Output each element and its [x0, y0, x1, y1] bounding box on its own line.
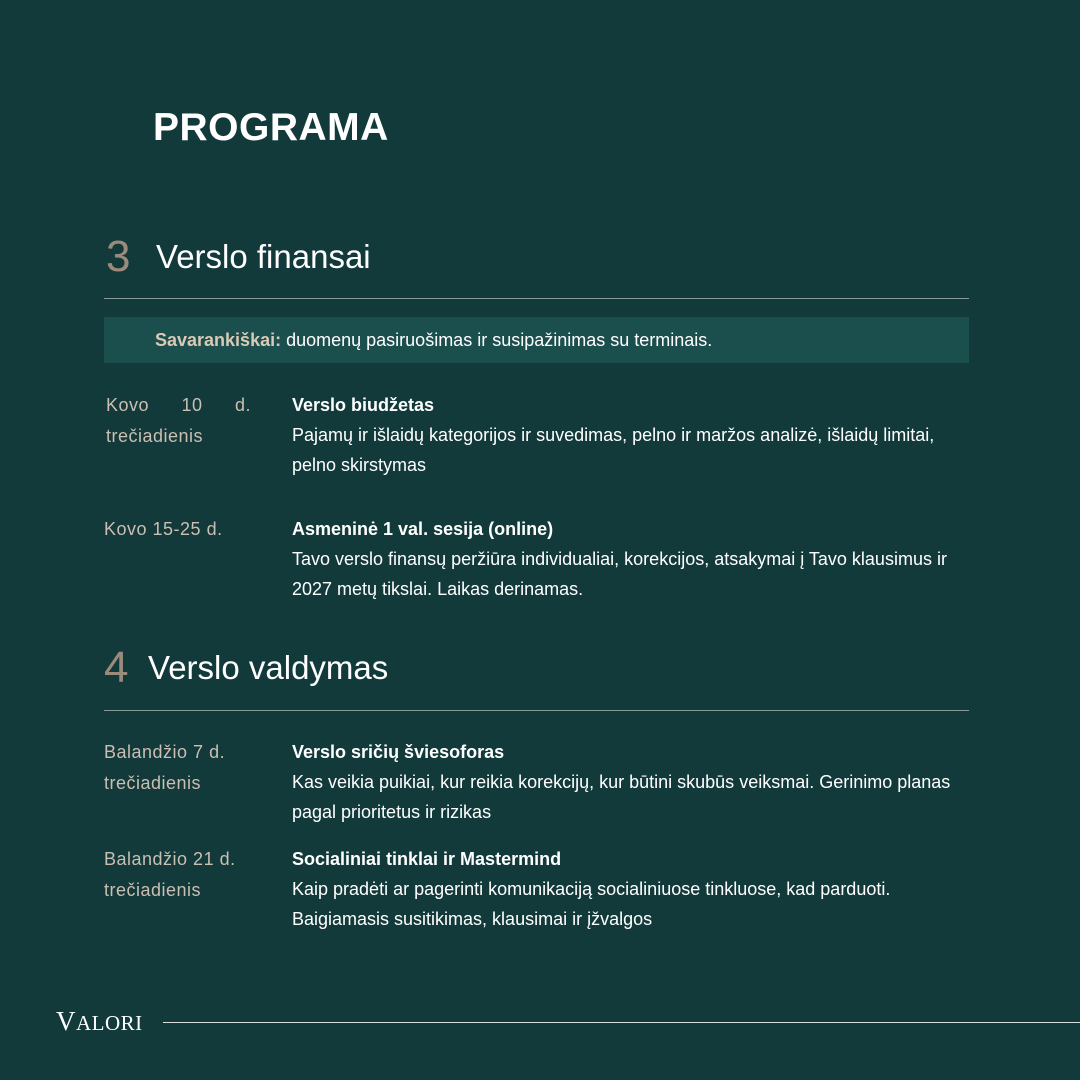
date-weekday: trečiadienis [104, 773, 202, 793]
program-item [104, 514, 969, 606]
page-title: PROGRAMA [153, 106, 389, 149]
note-label: Savarankiškai: [155, 330, 282, 350]
date-suffix: d. [234, 395, 251, 415]
footer-divider [163, 1022, 1080, 1023]
item-description: Pajamų ir išlaidų kategorijos ir suvedimas, pelno ir maržos analizė, išlaidų limitai, pelno skirstymas [292, 425, 935, 475]
item-description: Tavo verslo finansų peržiūra individualiai, korekcijos, atsakymai į Tavo klausimus ir 2027 metų tikslai. Laikas derinamas. [292, 549, 947, 599]
item-content [292, 737, 969, 827]
program-item [104, 737, 969, 829]
item-content [292, 390, 969, 480]
item-date [104, 737, 249, 799]
note-text: duomenų pasiruošimas ir susipažinimas su terminais. [281, 330, 713, 350]
section-divider [104, 298, 969, 299]
section-number: 4 [104, 643, 129, 692]
section-verslo-valdymas [104, 638, 969, 938]
date-line [106, 390, 251, 421]
section-title: Verslo valdymas [148, 649, 389, 686]
logo-initial: V [56, 1006, 76, 1036]
date-line: Balandžio 21 d. [104, 849, 236, 869]
date-line: Balandžio 7 d. [104, 742, 226, 762]
date-month: Kovo [106, 395, 150, 415]
item-title: Verslo sričių šviesoforas [292, 742, 505, 762]
date-line: Kovo 15-25 d. [104, 519, 223, 539]
section-title: Verslo finansai [156, 238, 371, 275]
item-title: Verslo biudžetas [292, 395, 435, 415]
item-date [104, 514, 249, 545]
item-date [104, 844, 249, 906]
item-description: Kaip pradėti ar pagerinti komunikaciją socialiniuose tinkluose, kad parduoti. Baigiamasis susitikimas, klausimai ir įžvalgos [292, 879, 891, 929]
section-divider [104, 710, 969, 711]
logo-rest: ALORI [76, 1011, 143, 1035]
section-header [104, 638, 969, 698]
item-content [292, 844, 969, 934]
valori-logo [56, 1006, 143, 1037]
date-weekday: trečiadienis [104, 880, 202, 900]
date-weekday: trečiadienis [106, 426, 204, 446]
item-description: Kas veikia puikiai, kur reikia korekcijų, kur būtini skubūs veiksmai. Gerinimo planas pagal prioritetus ir rizikas [292, 772, 951, 822]
self-study-note [104, 317, 969, 363]
item-date [106, 390, 251, 452]
section-header [104, 227, 969, 287]
section-verslo-finansai [104, 227, 969, 607]
program-item [104, 844, 969, 936]
program-item [104, 390, 969, 482]
date-day: 10 [181, 395, 203, 415]
section-number: 3 [106, 232, 131, 281]
item-title: Asmeninė 1 val. sesija (online) [292, 519, 554, 539]
item-content [292, 514, 969, 604]
item-title: Socialiniai tinklai ir Mastermind [292, 849, 562, 869]
